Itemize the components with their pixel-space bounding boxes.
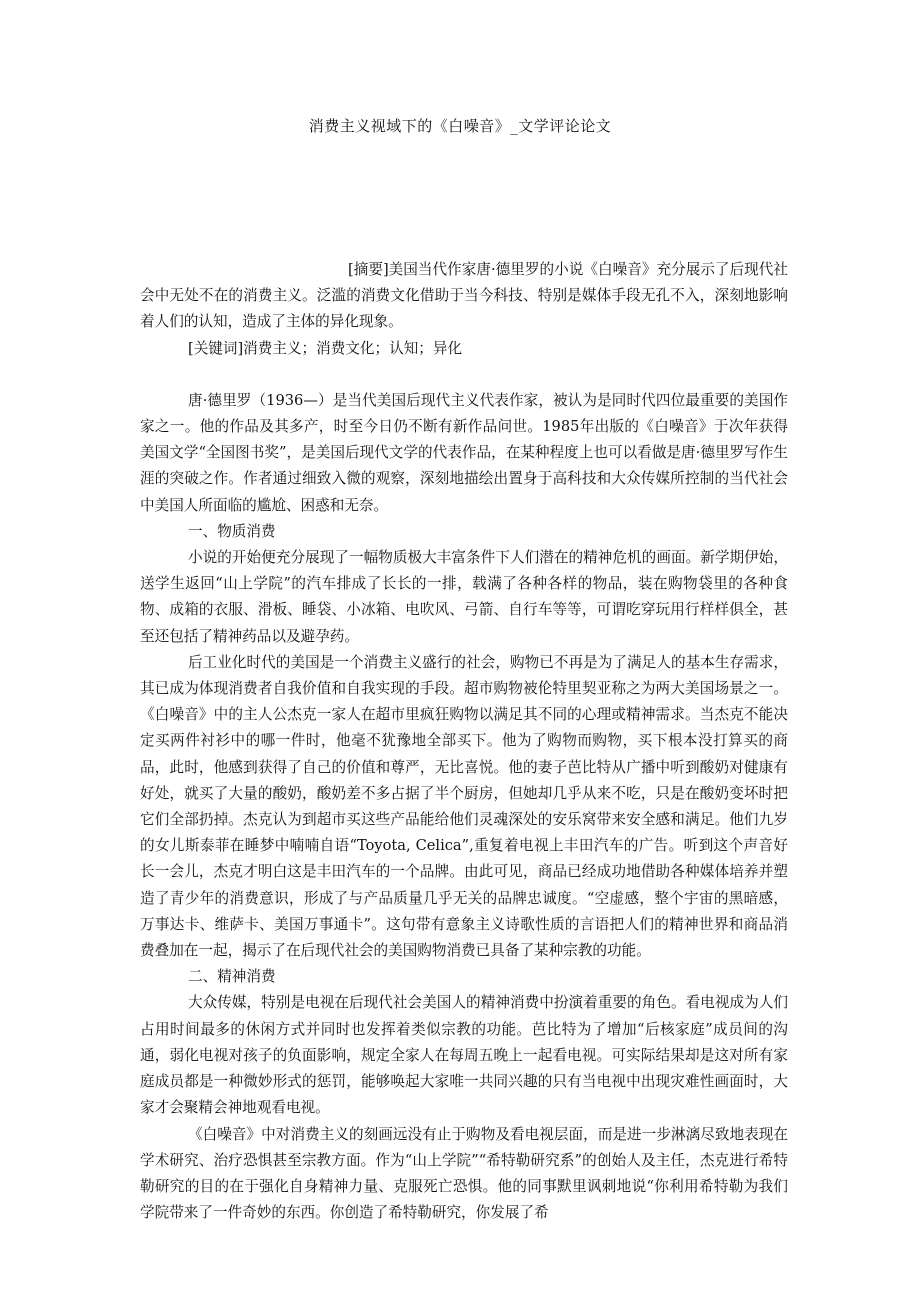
document-body: [140, 257, 788, 1226]
section-heading-spiritual: 二、精神消费: [188, 968, 276, 986]
body-paragraph: 小说的开始便充分展现了一幅物质极大丰富条件下人们潜在的精神危机的画面。新学期伊始，送学生返回“山上学院”的汽车排成了长长的一排，载满了各种各样的物品，装在购物袋里的各种食物、成箱的衣服、滑板、睡袋、小冰箱、电吹风、弓箭、自行车等等，可谓吃穿玩用行样样俱全，甚至还包括了精神药品以及避孕药。: [140, 549, 788, 645]
keywords-paragraph: [关键词]消费主义；消费文化；认知；异化: [188, 339, 463, 357]
body-paragraph: 《白噪音》中对消费主义的刻画远没有止于购物及看电视层面，而是进一步淋漓尽致地表现在学术研究、治疗恐惧甚至宗教方面。作为“山上学院”“希特勒研究系”的创始人及主任，杰克进行希特勒研究的目的在于强化自身精神力量、克服死亡恐惧。他的同事默里讽刺地说“你利用希特勒为我们学院带来了一件奇妙的东西。你创造了希特勒研究，你发展了希: [140, 1125, 788, 1222]
body-paragraph: 后工业化时代的美国是一个消费主义盛行的社会，购物已不再是为了满足人的基本生存需求，其已成为体现消费者自我价值和自我实现的手段。超市购物被伦特里契亚称之为两大美国场景之一。《白噪音》中的主人公杰克一家人在超市里疯狂购物以满足其不同的心理或精神需求。当杰克不能决定买两件衬衫中的哪一件时，他毫不犹豫地全部买下。他为了购物而购物，买下根本没打算买的商品，此时，他感到获得了自己的价值和尊严，无比喜悦。他的妻子芭比特从广播中听到酸奶对健康有好处，就买了大量的酸奶，酸奶差不多占据了半个厨房，但她却几乎从来不吃，只是在酸奶变坏时把它们全部扔掉。杰克认为到超市买这些产品能给他们灵魂深处的安乐窝带来安全感和满足。他们九岁的女儿斯泰菲在睡梦中喃喃自语“Toyota, Celica”,重复着电视上丰田汽车的广告。听到这个声音好长一会儿，杰克才明白这是丰田汽车的一个品牌。由此可见，商品已经成功地借助各种媒体培养并塑造了青少年的消费意识，形成了与产品质量几乎无关的品牌忠诚度。“空虚感，整个宇宙的黑暗感，万事达卡、维萨卡、美国万事通卡”。这句带有意象主义诗歌性质的言语把人们的精神世界和商品消费叠加在一起，揭示了在后现代社会的美国购物消费已具备了某种宗教的功能。: [140, 653, 788, 960]
document-title: 消费主义视域下的《白噪音》_文学评论论文: [308, 117, 612, 135]
abstract-paragraph: [摘要]美国当代作家唐·德里罗的小说《白噪音》充分展示了后现代社会中无处不在的消费主义。泛滥的消费文化借助于当今科技、特别是媒体手段无孔不入，深刻地影响着人们的认知，造成了主体的异化现象。: [140, 261, 788, 331]
section-heading-material: 一、物质消费: [188, 522, 276, 540]
intro-paragraph: 唐·德里罗（1936—）是当代美国后现代主义代表作家，被认为是同时代四位最重要的美国作家之一。他的作品及其多产，时至今日仍不断有新作品问世。1985年出版的《白噪音》于次年获得美国文学“全国图书奖”，是美国后现代文学的代表作品，在某种程度上也可以看做是唐·德里罗写作生涯的突破之作。作者通过细致入微的观察，深刻地描绘出置身于高科技和大众传媒所控制的当代社会中美国人所面临的尴尬、困惑和无奈。: [140, 391, 788, 514]
body-paragraph: 大众传媒，特别是电视在后现代社会美国人的精神消费中扮演着重要的角色。看电视成为人们占用时间最多的休闲方式并同时也发挥着类似宗教的功能。芭比特为了增加“后核家庭”成员间的沟通，弱化电视对孩子的负面影响，规定全家人在每周五晚上一起看电视。可实际结果却是这对所有家庭成员都是一种微妙形式的惩罚，能够唤起大家唯一共同兴趣的只有当电视中出现灾难性画面时，大家才会聚精会神地观看电视。: [140, 994, 788, 1117]
paragraph-spacer: [140, 362, 788, 388]
